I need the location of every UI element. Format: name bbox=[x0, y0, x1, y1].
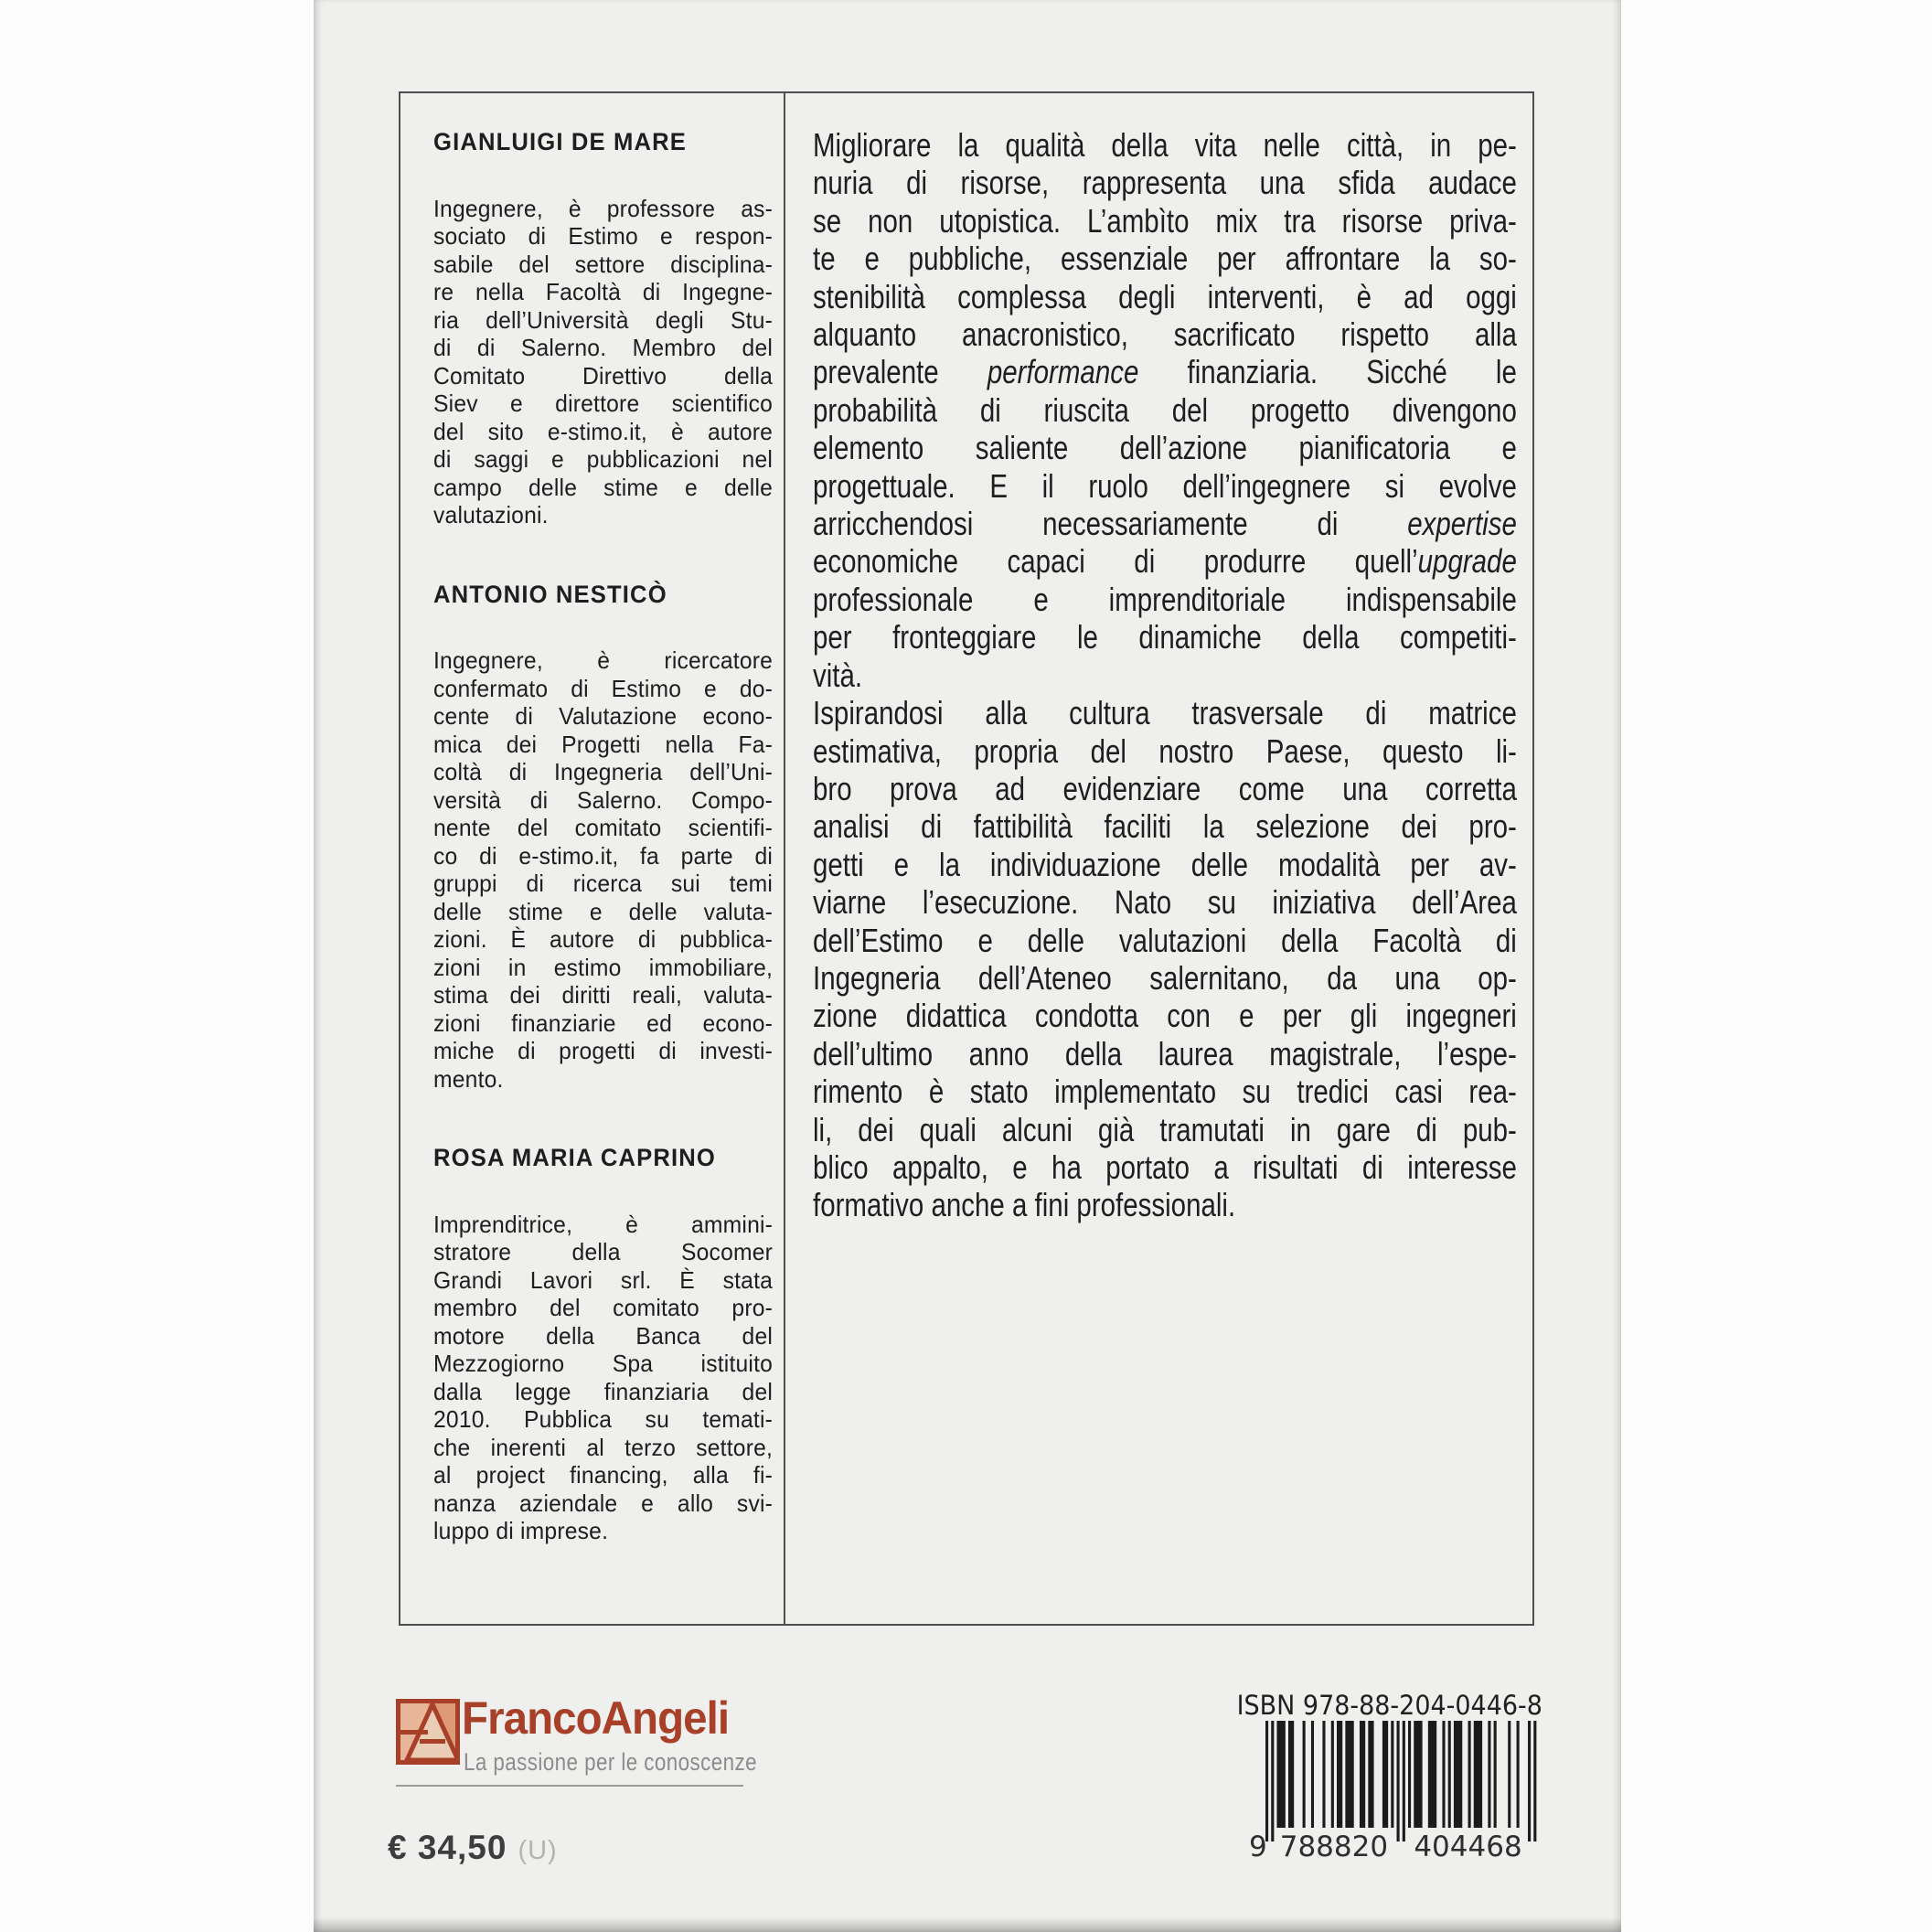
text-line: dell’Estimo e delle valutazioni della Facoltà di bbox=[813, 921, 1517, 959]
author-name: ANTONIO NESTICÒ bbox=[433, 580, 667, 608]
text-line: Imprenditrice, è ammini- bbox=[433, 1210, 774, 1238]
text-line: luppo di imprese. bbox=[433, 1517, 609, 1544]
authors-column bbox=[433, 128, 773, 1596]
price-amount: 34,50 bbox=[417, 1829, 507, 1866]
text-line: formativo anche a fini professionali. bbox=[813, 1186, 1236, 1224]
price bbox=[388, 1829, 558, 1867]
text-line: zioni in estimo immobiliare, bbox=[433, 953, 774, 981]
text-line: membro del comitato pro- bbox=[433, 1294, 774, 1321]
text-line: sociato di Estimo e respon- bbox=[433, 222, 774, 250]
text-line: li, dei quali alcuni già tramutati in gare di pub- bbox=[813, 1110, 1517, 1148]
text-line: Ingegnere, è professore as- bbox=[433, 194, 774, 222]
text-line: gruppi di ricerca sui temi bbox=[433, 870, 774, 897]
text-line: alquanto anacronistico, sacrificato rispetto alla bbox=[813, 315, 1517, 354]
text-line: miche di progetti di investi- bbox=[433, 1037, 774, 1064]
author-bio bbox=[433, 1144, 773, 1545]
svg-text:404468: 404468 bbox=[1414, 1831, 1522, 1863]
text-line: ria dell’Università degli Stu- bbox=[433, 305, 774, 334]
text-line: re nella Facoltà di Ingegne- bbox=[433, 278, 774, 305]
text-line: mica dei Progetti nella Fa- bbox=[433, 730, 774, 758]
text-line: Ispirandosi alla cultura trasversale di matrice bbox=[813, 694, 1517, 732]
text-line: versità di Salerno. Compo- bbox=[433, 785, 774, 814]
text-line: coltà di Ingegneria dell’Uni- bbox=[433, 758, 774, 785]
text-line: te e pubbliche, essenziale per affrontare la so- bbox=[813, 240, 1517, 278]
text-line: del sito e-stimo.it, è autore bbox=[433, 417, 774, 445]
text-line: progettuale. E il ruolo dell’ingegnere si evolve bbox=[813, 466, 1517, 505]
text-line: professionale e imprenditoriale indispensabile bbox=[813, 580, 1517, 618]
publisher-tagline: La passione per le conoscenze bbox=[464, 1748, 758, 1776]
author-name: GIANLUIGI DE MARE bbox=[433, 128, 688, 155]
text-line: nanza aziendale e allo svi- bbox=[433, 1489, 774, 1517]
author-bio-text bbox=[433, 195, 773, 529]
text-line: getti e la individuazione delle modalità per av- bbox=[813, 845, 1517, 883]
text-line: cente di Valutazione econo- bbox=[433, 702, 774, 730]
text-line: estimativa, propria del nostro Paese, questo li- bbox=[813, 731, 1517, 770]
text-line: per fronteggiare le dinamiche della competiti- bbox=[813, 618, 1517, 656]
book-back-cover bbox=[314, 0, 1621, 1932]
text-line: 2010. Pubblica su temati- bbox=[433, 1405, 774, 1433]
author-bio-text bbox=[433, 646, 773, 1093]
text-line: se non utopistica. L’ambìto mix tra risorse priva- bbox=[813, 201, 1517, 240]
text-line: motore della Banca del bbox=[433, 1321, 774, 1350]
text-line: sabile del settore disciplina- bbox=[433, 250, 774, 278]
text-line: confermato di Estimo e do- bbox=[433, 674, 774, 702]
author-name: ROSA MARIA CAPRINO bbox=[433, 1144, 717, 1171]
text-line: bro prova ad evidenziare come una corretta bbox=[813, 769, 1517, 807]
isbn-label bbox=[1225, 1690, 1542, 1721]
text-line: stenibilità complessa degli interventi, è ad oggi bbox=[813, 277, 1517, 315]
text-line: mento. bbox=[433, 1064, 504, 1093]
text-line: blico appalto, e ha portato a risultati di interesse bbox=[813, 1147, 1517, 1186]
text-line: Ingegneria dell’Ateneo salernitano, da una op- bbox=[813, 958, 1517, 997]
publisher-name: FrancoAngeli bbox=[462, 1692, 730, 1744]
price-currency: € bbox=[388, 1829, 408, 1866]
text-line: rimento è stato implementato su tredici casi rea- bbox=[813, 1073, 1517, 1111]
svg-text:9: 9 bbox=[1249, 1831, 1267, 1863]
text-line: Comitato Direttivo della bbox=[433, 361, 774, 390]
text-line: stima dei diritti reali, valuta- bbox=[433, 981, 774, 1009]
text-line: di di Salerno. Membro del bbox=[433, 334, 774, 361]
text-line: viarne l’esecuzione. Nato su iniziativa dell’Area bbox=[813, 883, 1517, 922]
text-line: arricchendosi necessariamente di expertise bbox=[813, 505, 1517, 543]
column-divider bbox=[784, 93, 785, 1624]
info-box bbox=[399, 91, 1534, 1626]
text-line: Migliorare la qualità della vita nelle città, in pe- bbox=[813, 126, 1517, 164]
price-circulation-note: (U) bbox=[518, 1836, 558, 1865]
text-line: economiche capaci di produrre quell’upgrade bbox=[813, 542, 1517, 581]
text-line: Grandi Lavori srl. È stata bbox=[433, 1265, 774, 1294]
text-line: zioni. È autore di pubblica- bbox=[433, 925, 774, 953]
text-line: delle stime e delle valuta- bbox=[433, 897, 774, 925]
text-line: nente del comitato scientifi- bbox=[433, 814, 774, 841]
text-line: Ingegnere, è ricercatore bbox=[433, 646, 774, 674]
text-line: che inerenti al terzo settore, bbox=[433, 1433, 774, 1461]
text-line: di saggi e pubblicazioni nel bbox=[433, 445, 774, 473]
publisher-rule bbox=[396, 1785, 743, 1787]
text-line: al project financing, alla fi- bbox=[433, 1461, 774, 1489]
text-line: probabilità di riuscita del progetto divengono bbox=[813, 390, 1517, 429]
text-line: zioni finanziarie ed econo- bbox=[433, 1009, 774, 1037]
text-line: nuria di risorse, rappresenta una sfida audace bbox=[813, 164, 1517, 202]
text-line: analisi di fattibilità faciliti la selezione dei pro- bbox=[813, 807, 1517, 846]
text-line: campo delle stime e delle bbox=[433, 473, 774, 501]
text-line: prevalente performance finanziaria. Sicché le bbox=[813, 353, 1517, 391]
text-line: elemento saliente dell’azione pianificatoria e bbox=[813, 429, 1517, 467]
description-column bbox=[813, 126, 1517, 1224]
text-line: dalla legge finanziaria del bbox=[433, 1377, 774, 1405]
text-line: Mezzogiorno Spa istituito bbox=[433, 1350, 774, 1377]
svg-text:788820: 788820 bbox=[1279, 1831, 1389, 1863]
text-line: zione didattica condotta con e per gli ingegneri bbox=[813, 997, 1517, 1035]
text-line: vità. bbox=[813, 656, 863, 694]
text-line: stratore della Socomer bbox=[433, 1238, 774, 1265]
text-line: co di e-stimo.it, fa parte di bbox=[433, 841, 774, 870]
text-line: Siev e direttore scientifico bbox=[433, 390, 774, 417]
author-bio bbox=[433, 128, 773, 529]
author-bio-text bbox=[433, 1211, 773, 1545]
text-line: dell’ultimo anno della laurea magistrale, l’espe- bbox=[813, 1034, 1517, 1073]
francoangeli-a-mark-icon bbox=[396, 1699, 460, 1765]
text-line: valutazioni. bbox=[433, 501, 549, 528]
isbn-text: ISBN 978-88-204-0446-8 bbox=[1236, 1690, 1542, 1721]
ean13-barcode bbox=[1242, 1721, 1540, 1873]
author-bio bbox=[433, 581, 773, 1094]
